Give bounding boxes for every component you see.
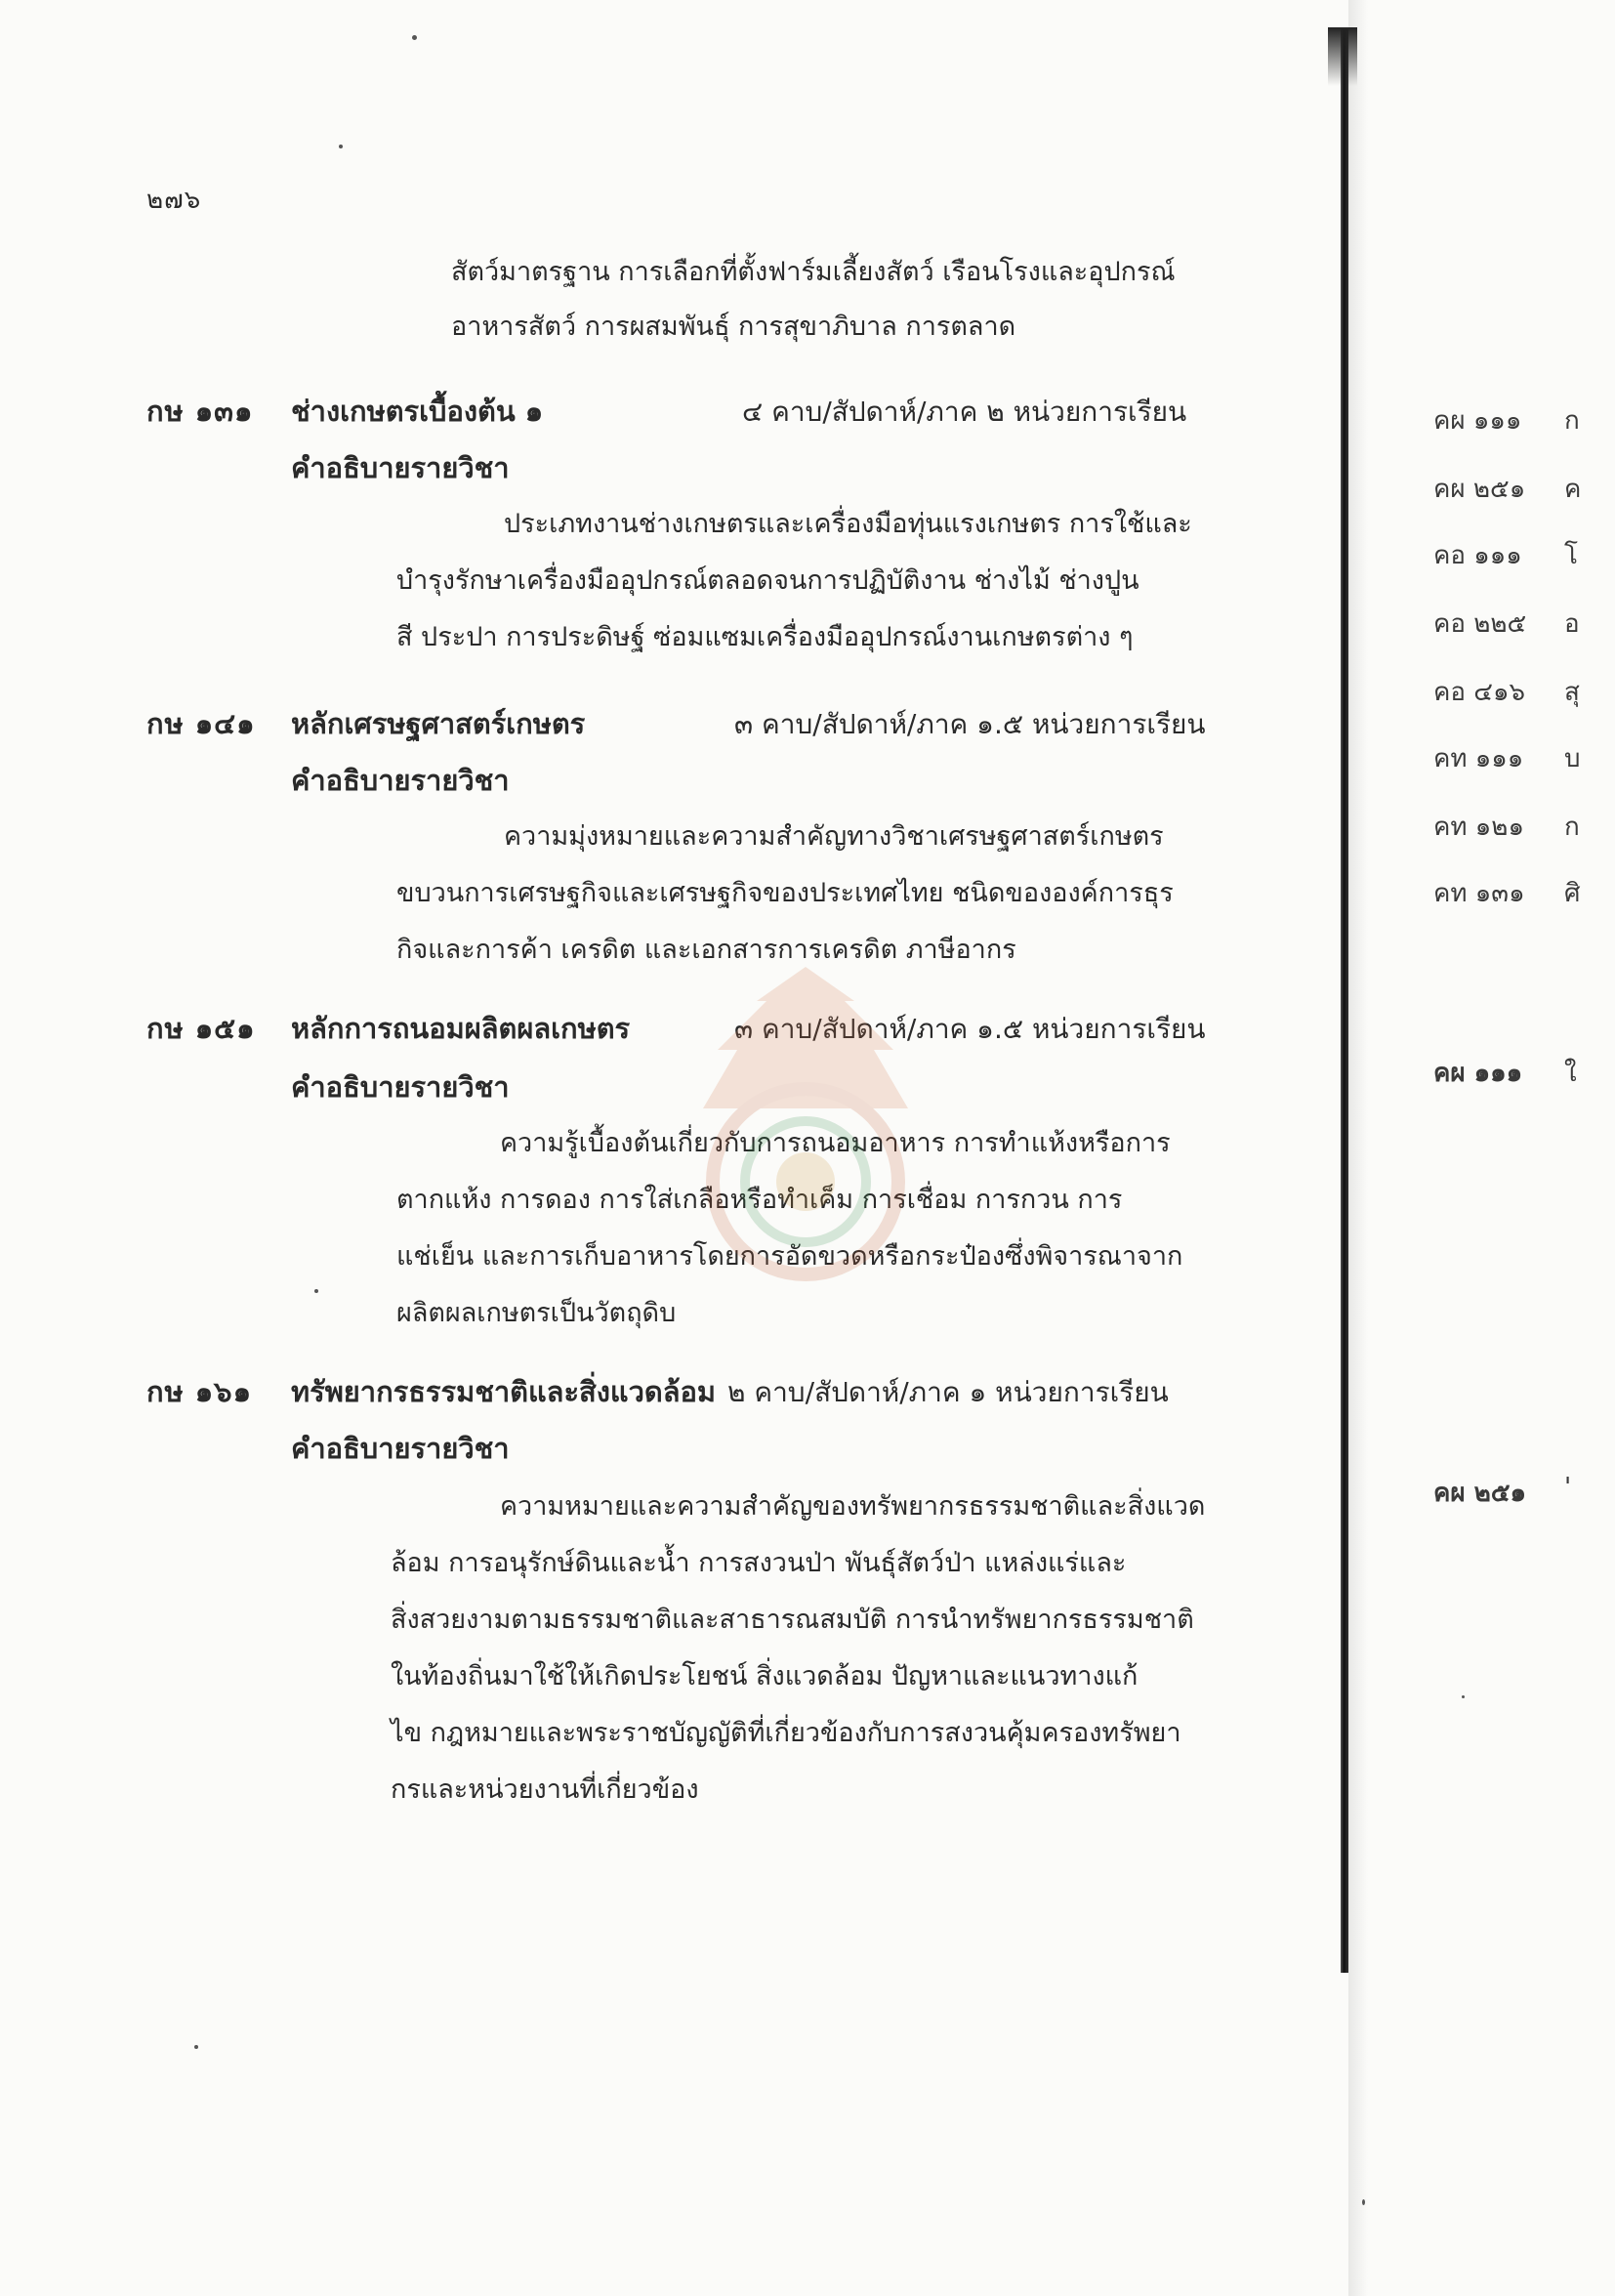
description-line: แช่เย็น และการเก็บอาหารโดยการอัดขวดหรือกระป๋องซึ่งพิจารณาจาก <box>396 1241 1183 1272</box>
course-hours: ๓ คาบ/สัปดาห์/ภาค ๑.๕ หน่วยการเรียน <box>734 708 1206 740</box>
scan-speck <box>1362 2199 1365 2205</box>
course-title: ทรัพยากรธรรมชาติและสิ่งแวดล้อม <box>291 1375 716 1408</box>
right-course-tail: ก <box>1564 406 1580 436</box>
course-hours: ๓ คาบ/สัปดาห์/ภาค ๑.๕ หน่วยการเรียน <box>734 1013 1206 1045</box>
right-course-tail: อ <box>1564 609 1580 639</box>
right-course-code: คท ๑๒๑ <box>1433 813 1524 842</box>
page-shadow <box>1348 0 1368 2296</box>
course-code: กษ ๑๔๑ <box>146 707 256 740</box>
right-course-code: คผ ๑๑๑ <box>1433 1059 1523 1088</box>
description-line: ประเภทงานช่างเกษตรและเครื่องมือทุ่นแรงเกษตร การใช้และ <box>504 509 1192 539</box>
page-number: ๒๗๖ <box>146 186 202 215</box>
right-course-tail: ใ <box>1564 1059 1577 1088</box>
course-hours: ๒ คาบ/สัปดาห์/ภาค ๑ หน่วยการเรียน <box>727 1376 1169 1408</box>
course-description-label: คำอธิบายรายวิชา <box>291 1432 510 1465</box>
course-code: กษ ๑๕๑ <box>146 1012 256 1045</box>
right-course-tail: สุ <box>1564 678 1580 707</box>
description-line: ล้อม การอนุรักษ์ดินและน้ำ การสงวนป่า พันธุ์สัตว์ป่า แหล่งแร่และ <box>391 1548 1127 1578</box>
right-course-tail: ก <box>1564 813 1580 842</box>
course-code: กษ ๑๖๑ <box>146 1375 252 1408</box>
right-course-tail: บ <box>1564 744 1581 773</box>
scan-speck <box>339 145 343 148</box>
description-line: กิจและการค้า เครดิต และเอกสารการเครดิต ภาษีอากร <box>396 935 1016 965</box>
course-hours: ๔ คาบ/สัปดาห์/ภาค ๒ หน่วยการเรียน <box>742 396 1187 428</box>
intro-line: อาหารสัตว์ การผสมพันธุ์ การสุขาภิบาล การตลาด <box>451 312 1016 342</box>
course-description-label: คำอธิบายรายวิชา <box>291 764 510 797</box>
watermark-seal-icon <box>679 962 932 1284</box>
right-course-code: คอ ๔๑๖ <box>1433 678 1525 707</box>
right-course-tail: ' <box>1564 1473 1572 1502</box>
scan-speck <box>314 1289 318 1293</box>
scan-speck <box>1462 1695 1465 1698</box>
course-code: กษ ๑๓๑ <box>146 395 254 428</box>
right-course-tail: ค <box>1564 475 1582 504</box>
page-spine <box>1341 29 1348 1973</box>
course-description-label: คำอธิบายรายวิชา <box>291 1070 510 1104</box>
page-spine-top <box>1328 27 1357 86</box>
description-line: ขบวนการเศรษฐกิจและเศรษฐกิจของประเทศไทย ชนิดขององค์การธุร <box>396 878 1174 908</box>
description-line: สิ่งสวยงามตามธรรมชาติและสาธารณสมบัติ การนำทรัพยากรธรรมชาติ <box>391 1605 1194 1635</box>
course-title: หลักการถนอมผลิตผลเกษตร <box>291 1012 631 1045</box>
right-course-tail: โ <box>1564 541 1578 570</box>
course-description-label: คำอธิบายรายวิชา <box>291 451 510 484</box>
description-line: ไข กฎหมายและพระราชบัญญัติที่เกี่ยวข้องกับการสงวนคุ้มครองทรัพยา <box>391 1718 1181 1748</box>
right-course-code: คผ ๒๕๑ <box>1433 1479 1526 1508</box>
course-title: ช่างเกษตรเบื้องต้น ๑ <box>291 395 544 428</box>
description-line: บำรุงรักษาเครื่องมืออุปกรณ์ตลอดจนการปฏิบัติงาน ช่างไม้ ช่างปูน <box>396 565 1139 596</box>
right-course-code: คผ ๑๑๑ <box>1433 406 1522 436</box>
right-course-code: คอ ๑๑๑ <box>1433 541 1522 570</box>
right-course-code: คอ ๒๒๕ <box>1433 609 1527 639</box>
description-line: ผลิตผลเกษตรเป็นวัตถุดิบ <box>396 1298 677 1328</box>
right-course-tail: ศิ <box>1564 879 1581 908</box>
intro-line: สัตว์มาตรฐาน การเลือกที่ตั้งฟาร์มเลี้ยงสัตว์ เรือนโรงและอุปกรณ์ <box>451 257 1176 287</box>
description-line: ความหมายและความสำคัญของทรัพยากรธรรมชาติและสิ่งแวด <box>500 1491 1206 1522</box>
scan-speck <box>412 35 417 40</box>
description-line: สี ประปา การประดิษฐ์ ซ่อมแซมเครื่องมืออุปกรณ์งานเกษตรต่าง ๆ <box>396 622 1134 652</box>
description-line: ตากแห้ง การดอง การใส่เกลือหรือทำเค็ม การเชื่อม การกวน การ <box>396 1185 1123 1215</box>
description-line: ความรู้เบื้องต้นเกี่ยวกับการถนอมอาหาร การทำแห้งหรือการ <box>500 1128 1171 1158</box>
description-line: กรและหน่วยงานที่เกี่ยวข้อง <box>391 1774 699 1805</box>
right-course-code: คท ๑๓๑ <box>1433 879 1525 908</box>
right-course-code: คท ๑๑๑ <box>1433 744 1524 773</box>
description-line: ความมุ่งหมายและความสำคัญทางวิชาเศรษฐศาสตร์เกษตร <box>504 821 1164 852</box>
course-title: หลักเศรษฐศาสตร์เกษตร <box>291 707 586 740</box>
description-line: ในท้องถิ่นมาใช้ให้เกิดประโยชน์ สิ่งแวดล้อม ปัญหาและแนวทางแก้ <box>391 1661 1139 1691</box>
scan-speck <box>194 2045 198 2049</box>
right-course-code: คผ ๒๕๑ <box>1433 475 1526 504</box>
